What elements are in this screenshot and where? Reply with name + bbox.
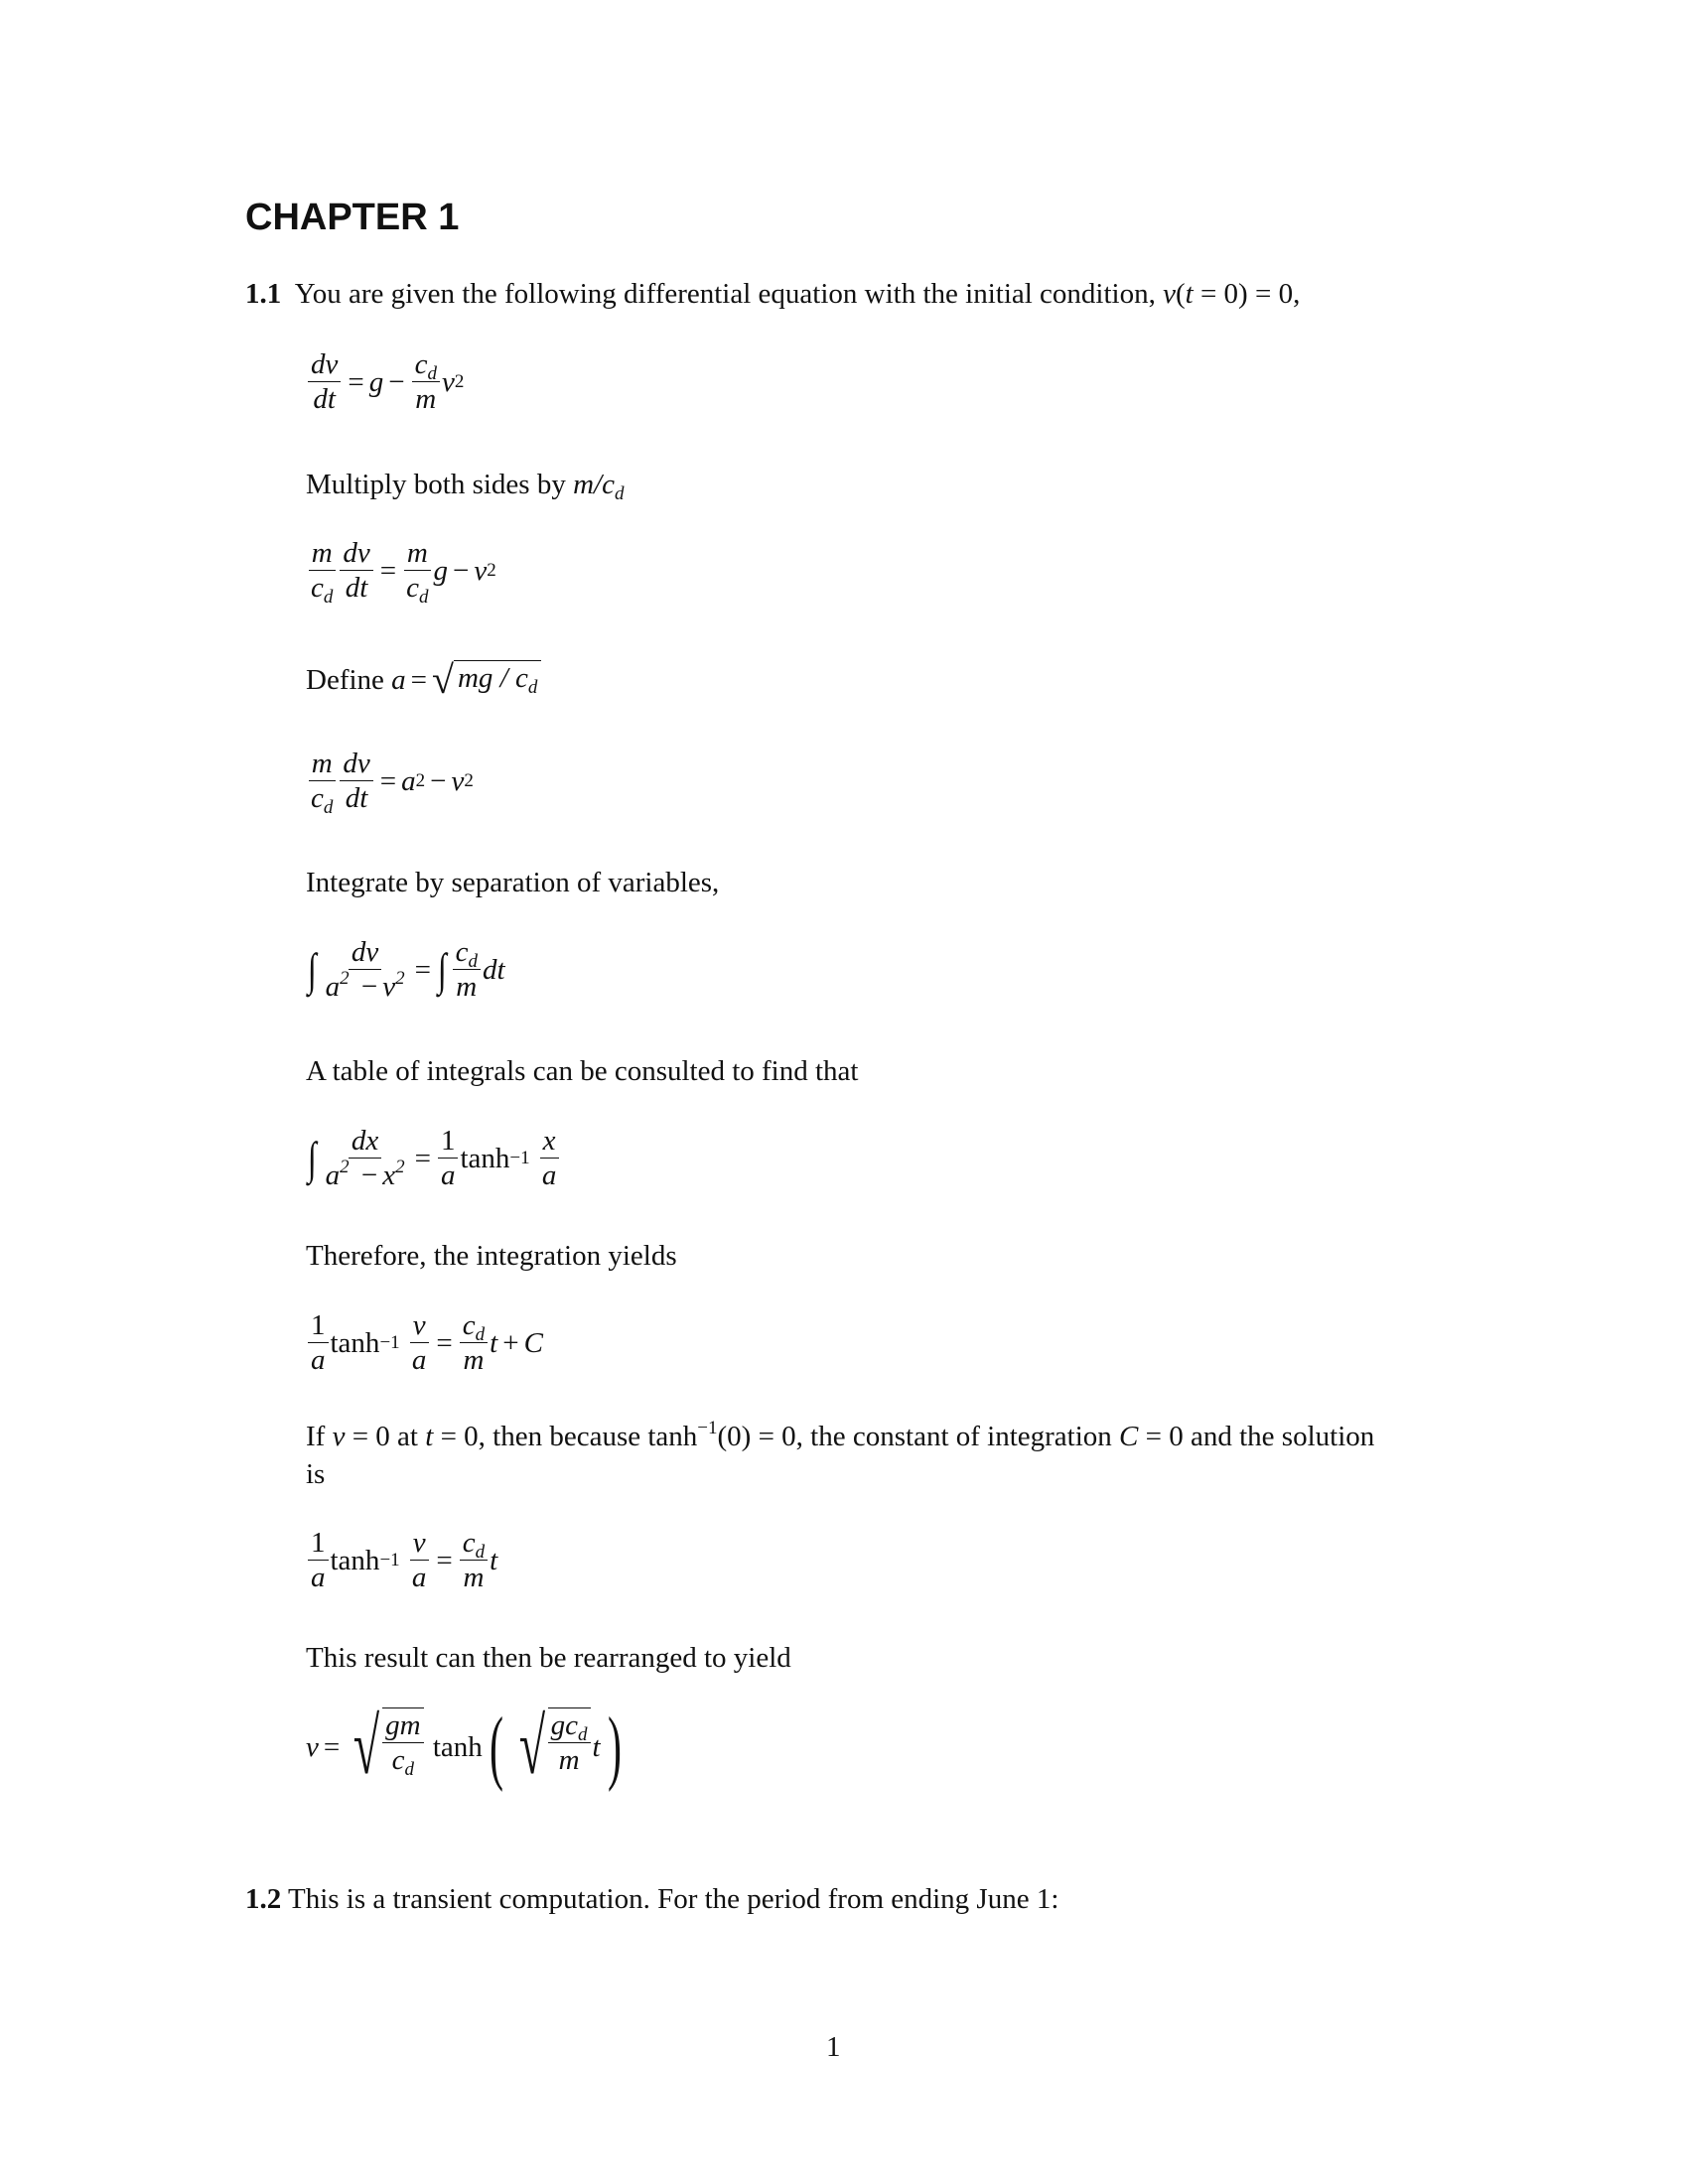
denominator: dt (345, 782, 368, 814)
numerator: v (410, 1308, 429, 1343)
denominator (389, 1743, 417, 1780)
numerator: dx (349, 1124, 381, 1159)
radicand (454, 660, 541, 700)
equals: = (348, 365, 364, 398)
minus: − (360, 1160, 378, 1191)
denominator: a (411, 1344, 427, 1376)
paren: ( (1175, 278, 1186, 310)
therefore-text: Therefore, the integration yields (306, 1240, 677, 1272)
equation-6: $\frac{1}{a}$ tanh −1 $\frac{v}{a}$ = $\frac{c_d}{m}$ t + C (306, 1308, 543, 1377)
numerator (453, 935, 481, 970)
denominator: a (440, 1160, 456, 1191)
denominator (323, 970, 408, 1004)
chapter-heading: CHAPTER 1 (245, 197, 460, 238)
subscript: d (578, 1724, 588, 1745)
numerator: x (540, 1124, 559, 1159)
denominator: m (463, 1562, 485, 1593)
tanh: tanh (460, 1142, 510, 1174)
intro-text: This is a transient computation. For the period from ending June 1: (281, 1883, 1059, 1915)
denominator: m (456, 971, 478, 1003)
text: = 0 and the solution (1138, 1421, 1375, 1452)
exponent: 2 (340, 968, 350, 989)
tanh: tanh (330, 1326, 380, 1359)
denominator: m (415, 383, 437, 415)
problem-1-2-intro (245, 1882, 1058, 1916)
equation-1: $\frac{dv}{dt}$ = g − $\frac{c_d}{m}$ v 2 (306, 347, 464, 416)
minus: − (452, 554, 470, 587)
subscript: d (468, 951, 478, 972)
minus: − (430, 764, 447, 797)
var: C (523, 1326, 543, 1359)
var: c (391, 1744, 405, 1776)
numerator: dv (340, 747, 372, 781)
denominator: m (558, 1744, 580, 1776)
text: (0) = 0, the constant of integration (717, 1421, 1120, 1452)
var: a (391, 664, 406, 696)
subscript: d (418, 587, 429, 608)
var: t (490, 1326, 498, 1359)
denominator: a (411, 1562, 427, 1593)
var: m/c (573, 469, 615, 500)
radical-sign: √ (353, 1704, 380, 1791)
equation-8 (306, 1701, 629, 1793)
equals: = (414, 1142, 431, 1174)
numerator: gm (382, 1708, 423, 1743)
text: = 0, then because tanh (433, 1421, 698, 1452)
denominator: m (463, 1344, 485, 1376)
var: v (382, 971, 396, 1003)
exponent: 2 (395, 1157, 405, 1177)
var: g (433, 554, 448, 587)
integral-sign: ∫ (307, 1132, 317, 1183)
var: g (368, 365, 384, 398)
exponent: 2 (395, 968, 405, 989)
text: Define (306, 664, 384, 696)
var: x (382, 1160, 396, 1191)
var: dt (482, 953, 505, 986)
page-number: 1 (826, 2031, 841, 2063)
exponent: 2 (340, 1157, 350, 1177)
square-root (345, 1704, 425, 1791)
equals: = (379, 554, 397, 587)
numerator: 1 (308, 1526, 329, 1561)
subscript: d (614, 483, 625, 504)
equals: = (379, 764, 397, 797)
denominator: a (541, 1160, 557, 1191)
square-root (510, 1704, 593, 1791)
var: gc (550, 1709, 579, 1741)
minus: − (360, 971, 378, 1003)
denominator (308, 571, 336, 608)
denominator: a (311, 1562, 326, 1593)
intro-text: You are given the following differential equation with the initial condition, (294, 278, 1164, 310)
var: t (490, 1544, 498, 1576)
cond-rest: = 0) = 0, (1193, 278, 1301, 310)
var: v (332, 1421, 346, 1452)
table-text: A table of integrals can be consulted to find that (306, 1055, 859, 1087)
radical-sign: √ (518, 1704, 545, 1791)
var: c (414, 348, 428, 380)
numerator: dv (308, 347, 341, 382)
integrate-text: Integrate by separation of variables, (306, 867, 720, 898)
equation-7: $\frac{1}{a}$ tanh −1 $\frac{v}{a}$ = $\frac{c_d}{m}$ t (306, 1526, 497, 1594)
subscript: d (475, 1542, 486, 1563)
equals: = (323, 1731, 341, 1763)
var: v (1163, 278, 1176, 310)
var: mg / c (457, 662, 528, 694)
problem-number: 1.2 (245, 1883, 282, 1915)
problem-1-1-intro (245, 277, 1300, 311)
square-root (432, 657, 541, 702)
text: If (306, 1421, 333, 1452)
subscript: d (475, 1324, 486, 1345)
radical-sign: √ (432, 657, 454, 702)
var: v (474, 554, 488, 587)
numerator (460, 1308, 488, 1343)
integral-sign: ∫ (307, 943, 317, 995)
subscript: d (427, 363, 437, 384)
denominator (403, 571, 431, 608)
equals: = (436, 1544, 453, 1576)
numerator: v (410, 1526, 429, 1561)
subscript: d (323, 587, 334, 608)
if-statement (306, 1420, 1374, 1453)
equation-2: $\frac{m}{c_d}$ $\frac{dv}{dt}$ = $\frac{m}{c_d}$ g − v 2 (306, 536, 496, 605)
equation-3: $\frac{m}{c_d}$ $\frac{dv}{dt}$ = a 2 − v 2 (306, 747, 474, 815)
minus: − (388, 365, 405, 398)
tanh: tanh (330, 1544, 380, 1576)
denominator: dt (345, 572, 368, 604)
if-statement-cont: is (306, 1458, 326, 1490)
numerator: 1 (308, 1308, 329, 1343)
var: c (311, 572, 324, 604)
numerator (412, 347, 440, 382)
multiply-text (306, 468, 625, 504)
define-a (306, 657, 541, 702)
var: v (306, 1731, 319, 1763)
var: t (1185, 278, 1194, 310)
numerator (460, 1526, 488, 1561)
numerator: m (404, 536, 431, 571)
right-paren: ) (607, 1701, 622, 1793)
var: v (451, 764, 465, 797)
equals: = (414, 953, 431, 986)
var: c (462, 1527, 476, 1559)
var: C (1119, 1421, 1139, 1452)
var: c (406, 572, 419, 604)
exponent: −1 (697, 1418, 718, 1438)
var: c (462, 1309, 476, 1341)
denominator (323, 1159, 408, 1192)
var: t (425, 1421, 434, 1452)
integral-sign: ∫ (437, 943, 447, 995)
numerator: m (309, 747, 336, 781)
numerator: 1 (438, 1124, 459, 1159)
equals: = (410, 664, 428, 696)
subscript: d (404, 1759, 415, 1780)
var: a (325, 971, 341, 1003)
denominator: dt (313, 383, 336, 415)
numerator: dv (349, 935, 381, 970)
left-paren: ( (489, 1701, 503, 1793)
numerator: dv (340, 536, 372, 571)
numerator: m (309, 536, 336, 571)
text: = 0 at (345, 1421, 426, 1452)
tanh: tanh (432, 1731, 483, 1763)
var: c (455, 936, 469, 968)
denominator (308, 781, 336, 818)
var: t (592, 1731, 601, 1763)
equals: = (436, 1326, 453, 1359)
var: a (325, 1160, 341, 1191)
subscript: d (527, 677, 538, 698)
plus: + (502, 1326, 519, 1359)
text: Multiply both sides by (306, 469, 574, 500)
rearranged-text: This result can then be rearranged to yield (306, 1642, 791, 1674)
equation-4 (306, 935, 505, 1004)
problem-number: 1.1 (245, 278, 282, 310)
numerator (548, 1708, 591, 1743)
subscript: d (323, 797, 334, 818)
var: c (311, 782, 324, 814)
var: a (401, 764, 416, 797)
var: v (441, 365, 455, 398)
equation-5: ∫ $\frac{dx}{a^2 - x^2}$ = $\frac{1}{a}$ tanh −1 $\frac{x}{a}$ (306, 1124, 561, 1192)
denominator: a (311, 1344, 326, 1376)
